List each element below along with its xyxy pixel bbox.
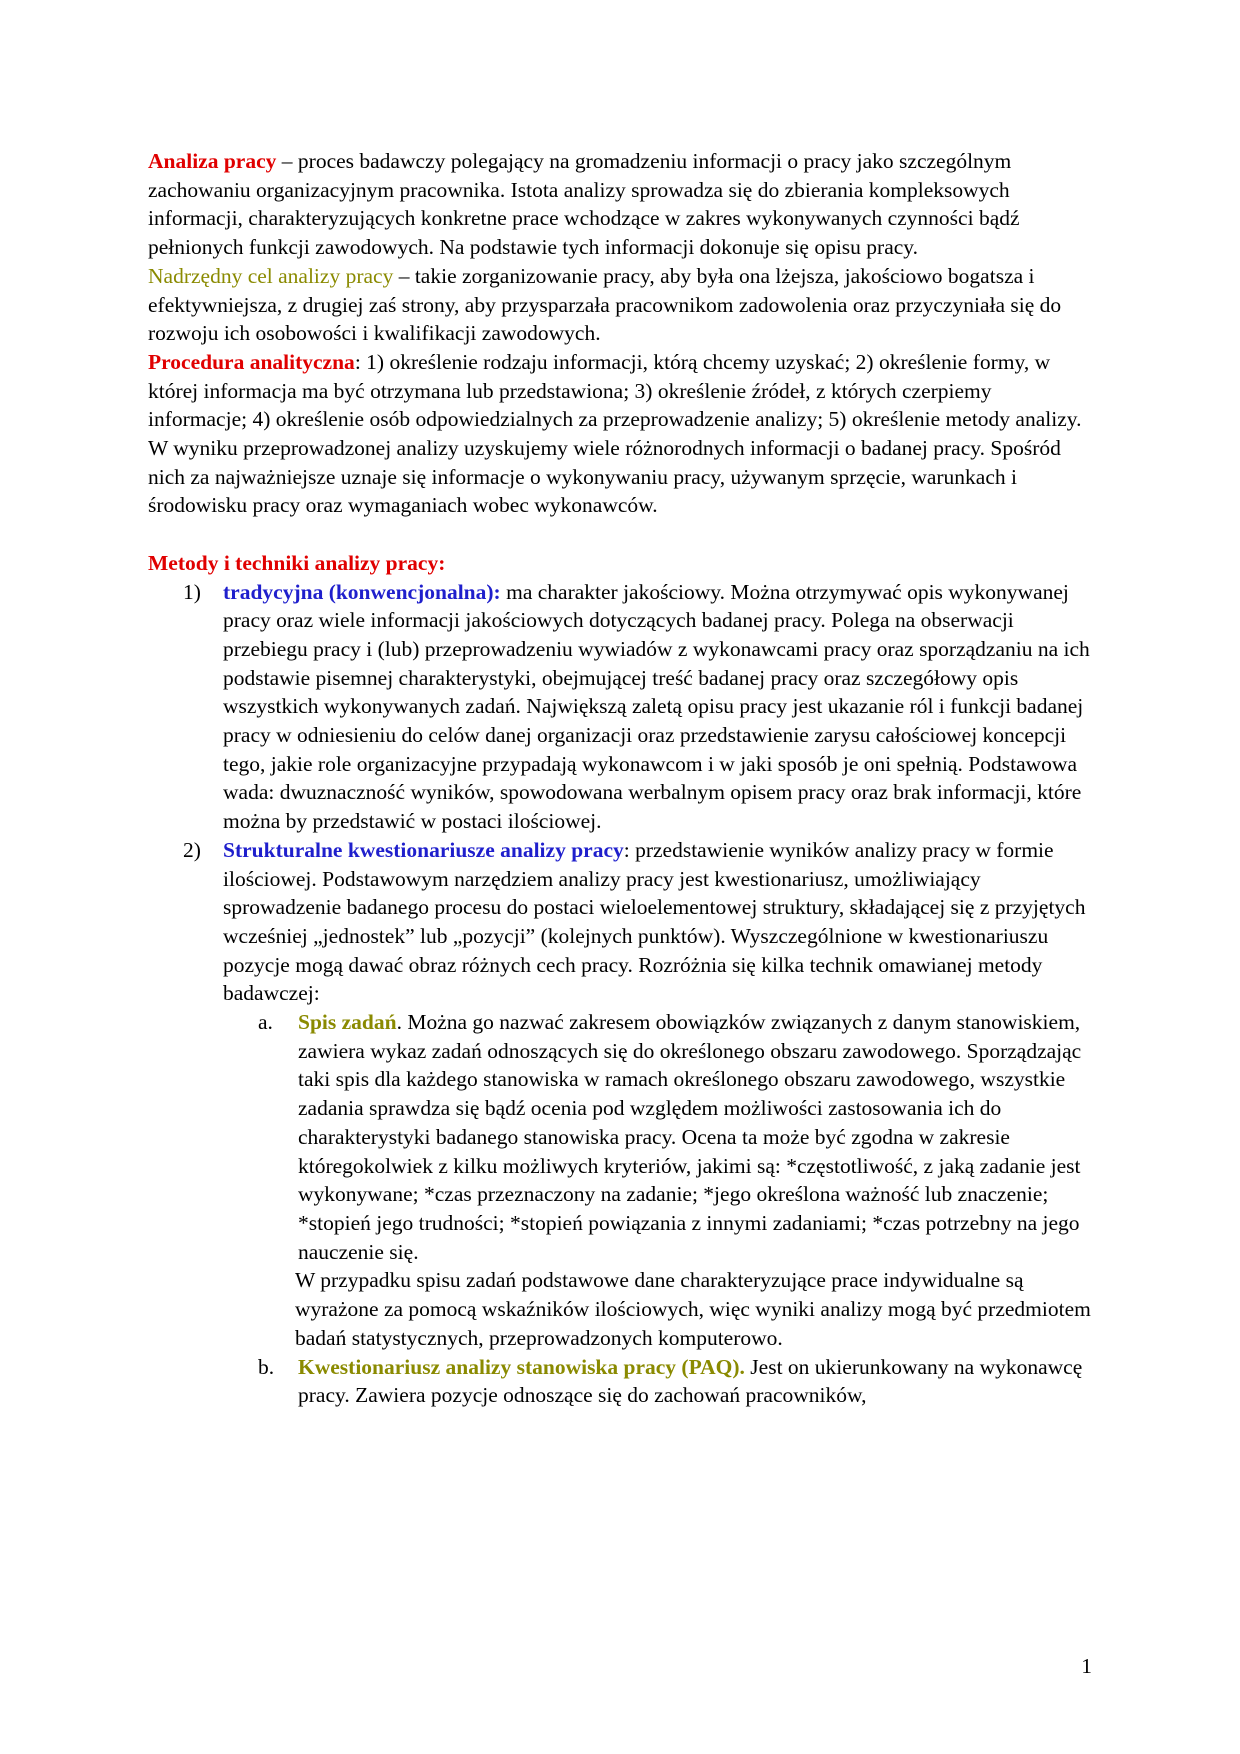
document-body [148, 147, 1093, 1410]
section-heading: Metody i techniki analizy pracy: [148, 550, 446, 575]
list-number: 1) [183, 579, 201, 604]
sublist-item-a [148, 1008, 1093, 1266]
subitem-term: Spis zadań [298, 1010, 397, 1035]
sublist-item-b [148, 1353, 1093, 1410]
sublist-letter: a. [258, 1010, 273, 1035]
paragraph-procedure [148, 348, 1093, 434]
definition-text: – proces badawczy polegający na gromadzeniu informacji o pracy jako szczególnym zachowaniu organizacyjnym pracownika. Istota analizy sprowadza się do zbierania kompleksowych informacji, charakteryzujących konkretne prace wchodzące w zakres wykonywanych czynności bądź pełnionych funkcji zawodowych. Na podstawie tych informacji dokonuje się opisu pracy. [148, 149, 1020, 260]
term-nadrzedny-cel: Nadrzędny cel analizy pracy [148, 263, 394, 288]
item-text: : przedstawienie wyników analizy pracy w formie ilościowej. Podstawowym narzędziem analizy pracy jest kwestionariusz, umożliwiający sprowadzenie badanego procesu do postaci wieloelementowej struktury, składającej się z przyjętych wcześniej „jednostek” lub „pozycji” (kolejnych punktów). Wyszczególnione w kwestionariuszu pozycje mogą dawać obraz różnych cech pracy. Rozróżnia się kilka technik omawianej metody badawczej: [223, 837, 1086, 1006]
list-item-1 [148, 578, 1093, 836]
item-term: Strukturalne kwestionariusze analizy pracy [223, 837, 624, 862]
subitem-text: . Można go nazwać zakresem obowiązków związanych z danym stanowiskiem, zawiera wykaz zadań odnoszących się do określonego obszaru zawodowego. Sporządzając taki spis dla każdego stanowiska w ramach określonego obszaru zawodowego, wszystkie zadania sprawdza się bądź ocenia pod względem możliwości zastosowania ich do charakterystyki badanego stanowiska pracy. Ocena ta może być zgodna w zakresie któregokolwiek z kilku możliwych kryteriów, jakimi są: *częstotliwość, z jaką zadanie jest wykonywane; *czas przeznaczony na zadanie; *jego określona ważność lub znaczenie; *stopień jego trudności; *stopień powiązania z innymi zadaniami; *czas potrzebny na jego nauczenie się. [298, 1010, 1082, 1264]
procedure-text: : 1) określenie rodzaju informacji, którą chcemy uzyskać; 2) określenie formy, w której informacja ma być otrzymana lub przedstawiona; 3) określenie źródeł, z których czerpiemy informacje; 4) określenie osób odpowiedzialnych za przeprowadzenie analizy; 5) określenie metody analizy. [148, 349, 1082, 432]
list-number: 2) [183, 837, 201, 862]
page-number: 1 [1081, 1654, 1092, 1678]
sublist-letter: b. [258, 1354, 275, 1379]
goal-text: – takie zorganizowanie pracy, aby była ona lżejsza, jakościowo bogatsza i efektywniejsza, z drugiej zaś strony, aby przysparzała pracownikom zadowolenia oraz przyczyniała się do rozwoju ich osobowości i kwalifikacji zawodowych. [148, 263, 1062, 346]
subitem-text: Jest on ukierunkowany na wykonawcę pracy. Zawiera pozycje odnoszące się do zachowań pracowników, [298, 1354, 1083, 1408]
item-text: ma charakter jakościowy. Można otrzymywać opis wykonywanej pracy oraz wiele informacji jakościowych dotyczących badanej pracy. Polega na obserwacji przebiegu pracy i (lub) przeprowadzeniu wywiadów z wykonawcami pracy oraz sporządzaniu na ich podstawie pisemnej charakterystyki, obejmującej treść badanej pracy oraz szczegółowy opis wszystkich wykonywanych zadań. Największą zaletą opisu pracy jest ukazanie ról i funkcji badanej pracy w odniesieniu do celów danej organizacji oraz przedstawienie zarysu całościowej koncepcji tego, jakie role organizacyjne przypadają wykonawcom i w jaki sposób je oni spełnią. Podstawowa wada: dwuznaczność wyników, spowodowana werbalnym opisem pracy oraz brak informacji, które można by przedstawić w postaci ilościowej. [223, 579, 1090, 834]
list-item-2 [148, 836, 1093, 1008]
sublist-continuation: W przypadku spisu zadań podstawowe dane charakteryzujące prace indywidualne są wyrażone za pomocą wskaźników ilościowych, więc wyniki analizy mogą być przedmiotem badań statystycznych, przeprowadzonych komputerowo. [295, 1268, 1091, 1350]
term-analiza-pracy: Analiza pracy [148, 149, 277, 173]
paragraph-definition [148, 147, 1093, 262]
paragraph-goal [148, 262, 1093, 348]
paragraph-results: W wyniku przeprowadzonej analizy uzyskujemy wiele różnorodnych informacji o badanej pracy. Spośród nich za najważniejsze uznaje się informacje o wykonywaniu pracy, używanym sprzęcie, warunkach i środowisku pracy oraz wymaganiach wobec wykonawców. [148, 436, 1061, 518]
term-procedura: Procedura analityczna [148, 349, 355, 374]
item-term: tradycyjna (konwencjonalna): [223, 579, 501, 604]
subitem-term: Kwestionariusz analizy stanowiska pracy (PAQ). [298, 1354, 745, 1379]
